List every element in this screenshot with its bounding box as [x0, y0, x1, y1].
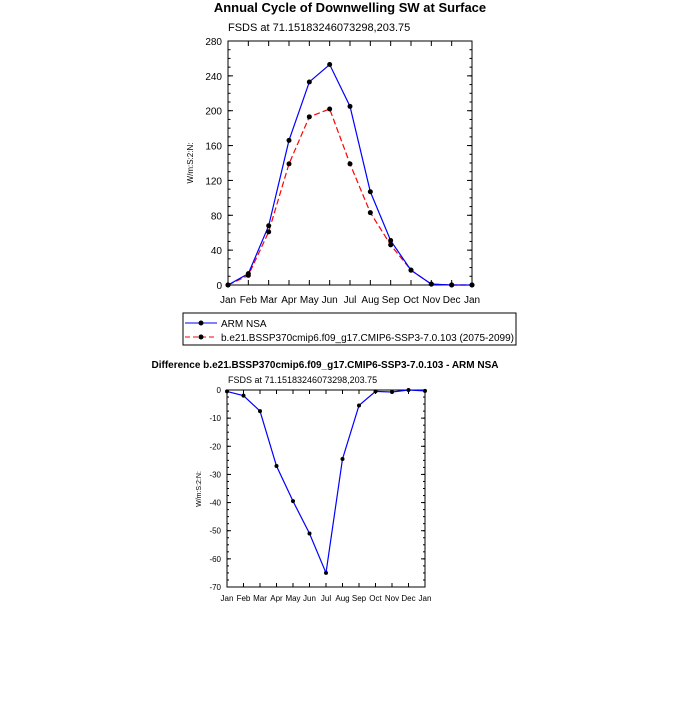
- legend-label: ARM NSA: [221, 319, 267, 330]
- data-point: [470, 283, 475, 288]
- legend-item-model: [185, 333, 514, 344]
- x-tick-label: Sep: [381, 295, 400, 306]
- data-point: [390, 390, 394, 394]
- y-tick-label: 120: [205, 176, 222, 188]
- legend-marker: [199, 321, 204, 326]
- chart-title: Difference b.e21.BSSP370cmip6.f09_g17.CMIP6-SSP3-7.0.103 - ARM NSA: [151, 360, 499, 371]
- legend: [183, 313, 516, 345]
- x-tick-label: Oct: [403, 295, 419, 306]
- data-point: [368, 189, 373, 194]
- data-point: [348, 104, 353, 109]
- y-tick-label: -20: [209, 442, 221, 452]
- chart-subtitle: FSDS at 71.15183246073298,203.75: [228, 375, 378, 385]
- chart-title: Annual Cycle of Downwelling SW at Surface: [213, 0, 487, 15]
- data-point: [226, 283, 231, 288]
- x-tick-label: Jun: [321, 295, 338, 306]
- y-tick-label: 80: [210, 211, 222, 223]
- axis-ticks: [209, 386, 431, 603]
- data-point: [327, 106, 332, 111]
- data-point: [374, 389, 378, 393]
- data-point: [275, 464, 279, 468]
- x-tick-label: Nov: [422, 295, 441, 306]
- x-tick-label: Mar: [260, 295, 278, 306]
- y-tick-label: 40: [210, 246, 222, 258]
- data-point: [287, 138, 292, 143]
- series-group: [225, 388, 427, 575]
- x-tick-label: Jul: [320, 594, 332, 603]
- x-tick-label: Oct: [369, 594, 382, 603]
- data-point: [307, 79, 312, 84]
- data-point: [429, 282, 434, 287]
- y-axis-label: W/m:S:2:N:: [196, 471, 203, 507]
- x-tick-label: Dec: [401, 594, 416, 603]
- axis-ticks: [205, 37, 480, 306]
- y-tick-label: -60: [209, 554, 221, 564]
- y-tick-label: 200: [205, 106, 222, 118]
- legend-marker: [199, 335, 204, 340]
- data-point: [388, 238, 393, 243]
- plot-frame: [227, 390, 425, 587]
- series-line: [227, 390, 425, 573]
- data-point: [291, 499, 295, 503]
- chart-difference: [152, 360, 499, 603]
- data-point: [242, 394, 246, 398]
- x-tick-label: Feb: [236, 594, 251, 603]
- data-point: [287, 161, 292, 166]
- data-point: [308, 532, 312, 536]
- x-tick-label: Mar: [253, 594, 267, 603]
- x-tick-label: Dec: [442, 295, 461, 306]
- y-tick-label: -10: [209, 414, 221, 424]
- data-point: [307, 114, 312, 119]
- y-tick-label: -50: [209, 526, 221, 536]
- y-tick-label: -30: [209, 470, 221, 480]
- x-tick-label: May: [299, 295, 319, 306]
- x-tick-label: Jul: [343, 295, 357, 306]
- data-point: [327, 62, 332, 67]
- x-tick-label: Aug: [361, 295, 380, 306]
- x-tick-label: Aug: [335, 594, 350, 603]
- data-point: [266, 229, 271, 234]
- legend-label: b.e21.BSSP370cmip6.f09_g17.CMIP6-SSP3-7.0.103 (2075-2099): [221, 333, 514, 344]
- x-tick-label: Jan: [418, 594, 432, 603]
- y-tick-label: 240: [205, 71, 222, 83]
- data-point: [423, 389, 427, 393]
- data-point: [388, 242, 393, 247]
- data-point: [348, 161, 353, 166]
- x-tick-label: May: [285, 594, 301, 603]
- data-point: [266, 223, 271, 228]
- chart-annual-cycle: [186, 0, 486, 306]
- series-line: [228, 65, 472, 285]
- y-tick-label: 160: [205, 141, 222, 153]
- data-point: [449, 283, 454, 288]
- y-tick-label: 0: [216, 281, 222, 292]
- x-tick-label: Jan: [219, 295, 237, 306]
- y-tick-label: 0: [216, 386, 221, 395]
- data-point: [258, 409, 262, 413]
- chart-subtitle: FSDS at 71.15183246073298,203.75: [228, 22, 411, 34]
- data-point: [341, 457, 345, 461]
- x-tick-label: Apr: [281, 295, 297, 306]
- data-point: [368, 210, 373, 215]
- y-tick-label: 280: [205, 37, 222, 48]
- series-group: [226, 62, 475, 287]
- x-tick-label: Jan: [220, 594, 234, 603]
- x-tick-label: Apr: [270, 594, 283, 603]
- data-point: [324, 571, 328, 575]
- y-tick-label: -40: [209, 498, 221, 508]
- data-point: [409, 268, 414, 273]
- x-tick-label: Jan: [463, 295, 481, 306]
- x-tick-label: Jun: [303, 594, 316, 603]
- y-axis-label: W/m:S:2:N:: [186, 142, 195, 184]
- y-tick-label: -70: [209, 583, 221, 592]
- x-tick-label: Feb: [239, 295, 257, 306]
- data-point: [246, 273, 251, 278]
- data-point: [407, 388, 411, 392]
- x-tick-label: Nov: [384, 594, 400, 603]
- series-line: [228, 109, 472, 285]
- x-tick-label: Sep: [351, 594, 367, 603]
- data-point: [225, 389, 229, 393]
- data-point: [357, 403, 361, 407]
